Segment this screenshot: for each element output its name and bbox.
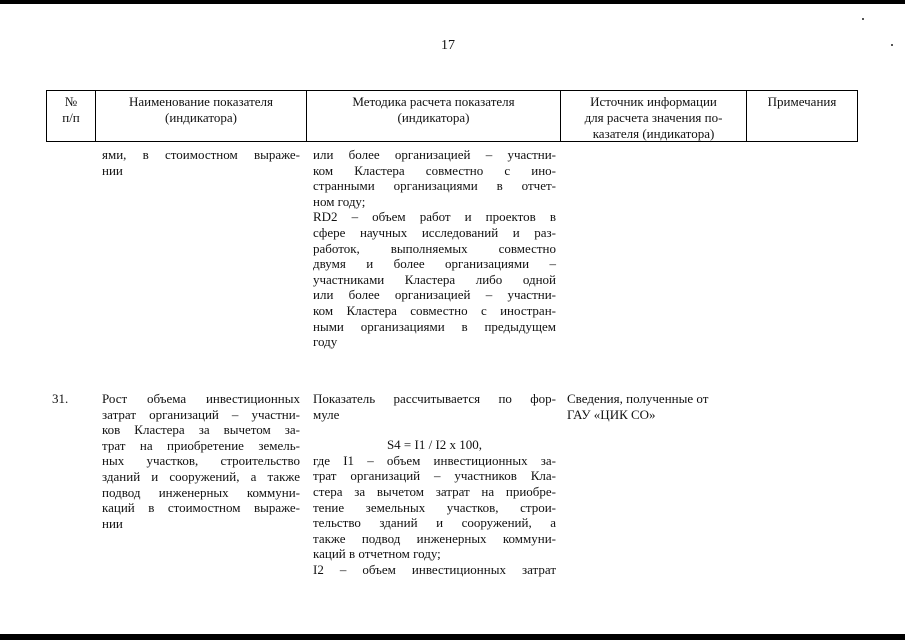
table-border-right xyxy=(857,90,858,141)
header-information-source: Источник информации для расчета значения по- казателя (индикатора) xyxy=(584,94,723,141)
row-31-indicator-name: Рост объема инвестиционных затрат организаций – участни- ков Кластера за вычетом за- трат на приобретение земель- ных участков, строительство зданий и сооружений, а также подвод инженерных коммуни- каций в стоимостном выраже- нии xyxy=(102,391,300,531)
scan-bottom-border xyxy=(0,634,905,640)
header-calculation-method: Методика расчета показателя (индикатора) xyxy=(352,94,515,125)
scan-top-border xyxy=(0,0,905,4)
row-31-number: 31. xyxy=(52,391,69,406)
scan-speck xyxy=(891,44,893,46)
table-header-top-line xyxy=(46,90,858,91)
scan-speck xyxy=(862,18,864,20)
header-notes: Примечания xyxy=(767,94,837,109)
row-31-calculation-method: Показатель рассчитывается по фор- муле S4 = I1 / I2 x 100, где I1 – объем инвестиционных за- трат организаций – участников Кла- стера за вычетом затрат на приобре- тение земельных участков, строи- тельство зданий и сооружений, а также подвод инженерных коммуни- каций в отчетном году; I2 – объем инвестиционных затрат xyxy=(313,391,556,577)
page-number: 17 xyxy=(441,38,455,53)
formula: S4 = I1 / I2 x 100, xyxy=(386,437,483,453)
header-indicator-name: Наименование показателя (индикатора) xyxy=(128,94,274,125)
continued-row-method: или более организацией – участни- ком Кластера совместно с ино- странными организациями в отчет- ном году; RD2 – объем работ и проектов в сфере научных исследований и раз- работок, выполняемых совместно двумя и более организациями – участниками Кластера либо одной или более организацией – участни- ком Кластера совместно с иностран- ными организациями в предыдущем году xyxy=(313,147,556,350)
continued-row-name: ями, в стоимостном выраже- нии xyxy=(102,147,300,178)
header-number: № п/п xyxy=(62,94,80,125)
row-31-information-source: Сведения, полученные от ГАУ «ЦИК СО» xyxy=(567,391,709,422)
